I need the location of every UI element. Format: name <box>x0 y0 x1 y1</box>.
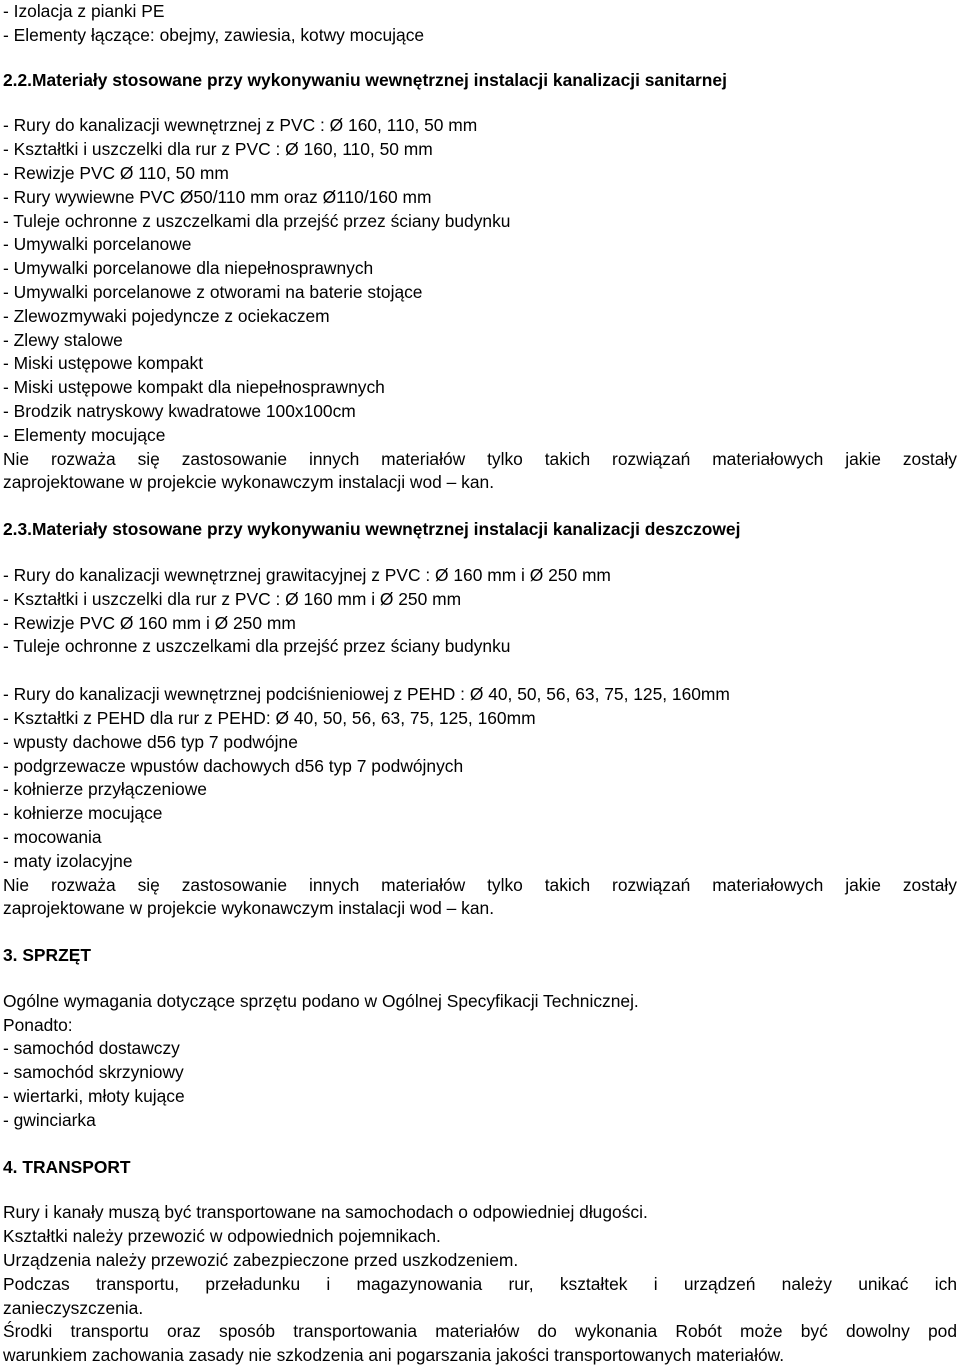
section-heading: 2.3.Materiały stosowane przy wykonywaniu wewnętrznej instalacji kanalizacji deszczowej <box>3 519 741 540</box>
list-item: - Miski ustępowe kompakt <box>3 353 204 374</box>
note-paragraph-line: zaprojektowane w projekcie wykonawczym instalacji wod – kan. <box>3 898 495 919</box>
list-item: - Elementy łączące: obejmy, zawiesia, kotwy mocujące <box>3 24 425 45</box>
paragraph: Ponadto: <box>3 1014 73 1035</box>
note-paragraph-line: zaprojektowane w projekcie wykonawczym instalacji wod – kan. <box>3 472 495 493</box>
section-2-3 <box>3 518 957 921</box>
list-item: - Kształtki i uszczelki dla rur z PVC : Ø 160 mm i Ø 250 mm <box>3 588 462 609</box>
section-2-2 <box>3 69 957 496</box>
list-item: - Rury wywiewne PVC Ø50/110 mm oraz Ø110/160 mm <box>3 186 432 207</box>
paragraph: Rury i kanały muszą być transportowane na samochodach o odpowiedniej długości. <box>3 1202 648 1223</box>
list-item: - mocowania <box>3 826 102 847</box>
paragraph: Kształtki należy przewozić w odpowiednich pojemnikach. <box>3 1226 441 1247</box>
note-paragraph-line: Nie rozważa się zastosowanie innych materiałów tylko takich rozwiązań materiałowych jakie zostały <box>3 448 957 469</box>
list-item: - Izolacja z pianki PE <box>3 1 165 21</box>
section-heading: 2.2.Materiały stosowane przy wykonywaniu wewnętrznej instalacji kanalizacji sanitarnej <box>3 69 727 90</box>
paragraph: Urządzenia należy przewozić zabezpieczone przed uszkodzeniem. <box>3 1250 519 1271</box>
list-item: - kołnierze mocujące <box>3 803 163 824</box>
list-item: - Elementy mocujące <box>3 424 166 445</box>
note-paragraph-line: Nie rozważa się zastosowanie innych materiałów tylko takich rozwiązań materiałowych jakie zostały <box>3 874 957 895</box>
materials-list-gravity <box>3 564 957 659</box>
list-item: - Umywalki porcelanowe z otworami na baterie stojące <box>3 281 423 302</box>
list-item: - Rury do kanalizacji wewnętrznej z PVC : Ø 160, 110, 50 mm <box>3 115 478 136</box>
list-item: - wiertarki, młoty kujące <box>3 1086 185 1107</box>
list-item: - Brodzik natryskowy kwadratowe 100x100cm <box>3 400 356 421</box>
paragraph-line: Podczas transportu, przeładunku i magazynowania rur, kształtek i urządzeń należy unikać ich <box>3 1273 957 1294</box>
list-item: - Rury do kanalizacji wewnętrznej grawitacyjnej z PVC : Ø 160 mm i Ø 250 mm <box>3 564 611 585</box>
intro-list <box>3 0 957 48</box>
list-item: - Tuleje ochronne z uszczelkami dla przejść przez ściany budynku <box>3 636 511 657</box>
list-item: - Kształtki i uszczelki dla rur z PVC : Ø 160, 110, 50 mm <box>3 139 433 160</box>
paragraph-line: warunkiem zachowania zasady nie szkodzenia ani pogarszania jakości transportowanych materiałów. <box>3 1345 785 1366</box>
list-item: - Tuleje ochronne z uszczelkami dla przejść przez ściany budynku <box>3 210 511 231</box>
list-item: - samochód dostawczy <box>3 1038 180 1059</box>
paragraph-line: Środki transportu oraz sposób transportowania materiałów do wykonania Robót może być dowolny pod <box>3 1321 957 1342</box>
section-4 <box>3 1156 957 1368</box>
list-item: - Zlewy stalowe <box>3 329 123 350</box>
list-item: - maty izolacyjne <box>3 850 133 871</box>
list-item: - Umywalki porcelanowe dla niepełnosprawnych <box>3 258 374 279</box>
list-item: - kołnierze przyłączeniowe <box>3 779 207 800</box>
list-item: - Zlewozmywaki pojedyncze z ociekaczem <box>3 305 330 326</box>
materials-list-vacuum <box>3 683 957 873</box>
paragraph-line: zanieczyszczenia. <box>3 1297 144 1318</box>
list-item: - wpusty dachowe d56 typ 7 podwójne <box>3 731 298 752</box>
section-3 <box>3 944 957 1133</box>
section-heading: 3. SPRZĘT <box>3 945 91 966</box>
list-item: - podgrzewacze wpustów dachowych d56 typ 7 podwójnych <box>3 755 464 776</box>
list-item: - Kształtki z PEHD dla rur z PEHD: Ø 40, 50, 56, 63, 75, 125, 160mm <box>3 707 536 728</box>
paragraph: Ogólne wymagania dotyczące sprzętu podano w Ogólnej Specyfikacji Technicznej. <box>3 990 639 1011</box>
materials-list <box>3 114 957 447</box>
list-item: - Rewizje PVC Ø 160 mm i Ø 250 mm <box>3 612 296 633</box>
section-heading: 4. TRANSPORT <box>3 1156 131 1177</box>
list-item: - gwinciarka <box>3 1109 96 1130</box>
list-item: - Umywalki porcelanowe <box>3 234 192 255</box>
equipment-list <box>3 1037 957 1132</box>
list-item: - Rury do kanalizacji wewnętrznej podciśnieniowej z PEHD : Ø 40, 50, 56, 63, 75, 125, 160mm <box>3 684 730 705</box>
list-item: - Miski ustępowe kompakt dla niepełnosprawnych <box>3 377 385 398</box>
list-item: - Rewizje PVC Ø 110, 50 mm <box>3 162 229 183</box>
list-item: - samochód skrzyniowy <box>3 1062 184 1083</box>
